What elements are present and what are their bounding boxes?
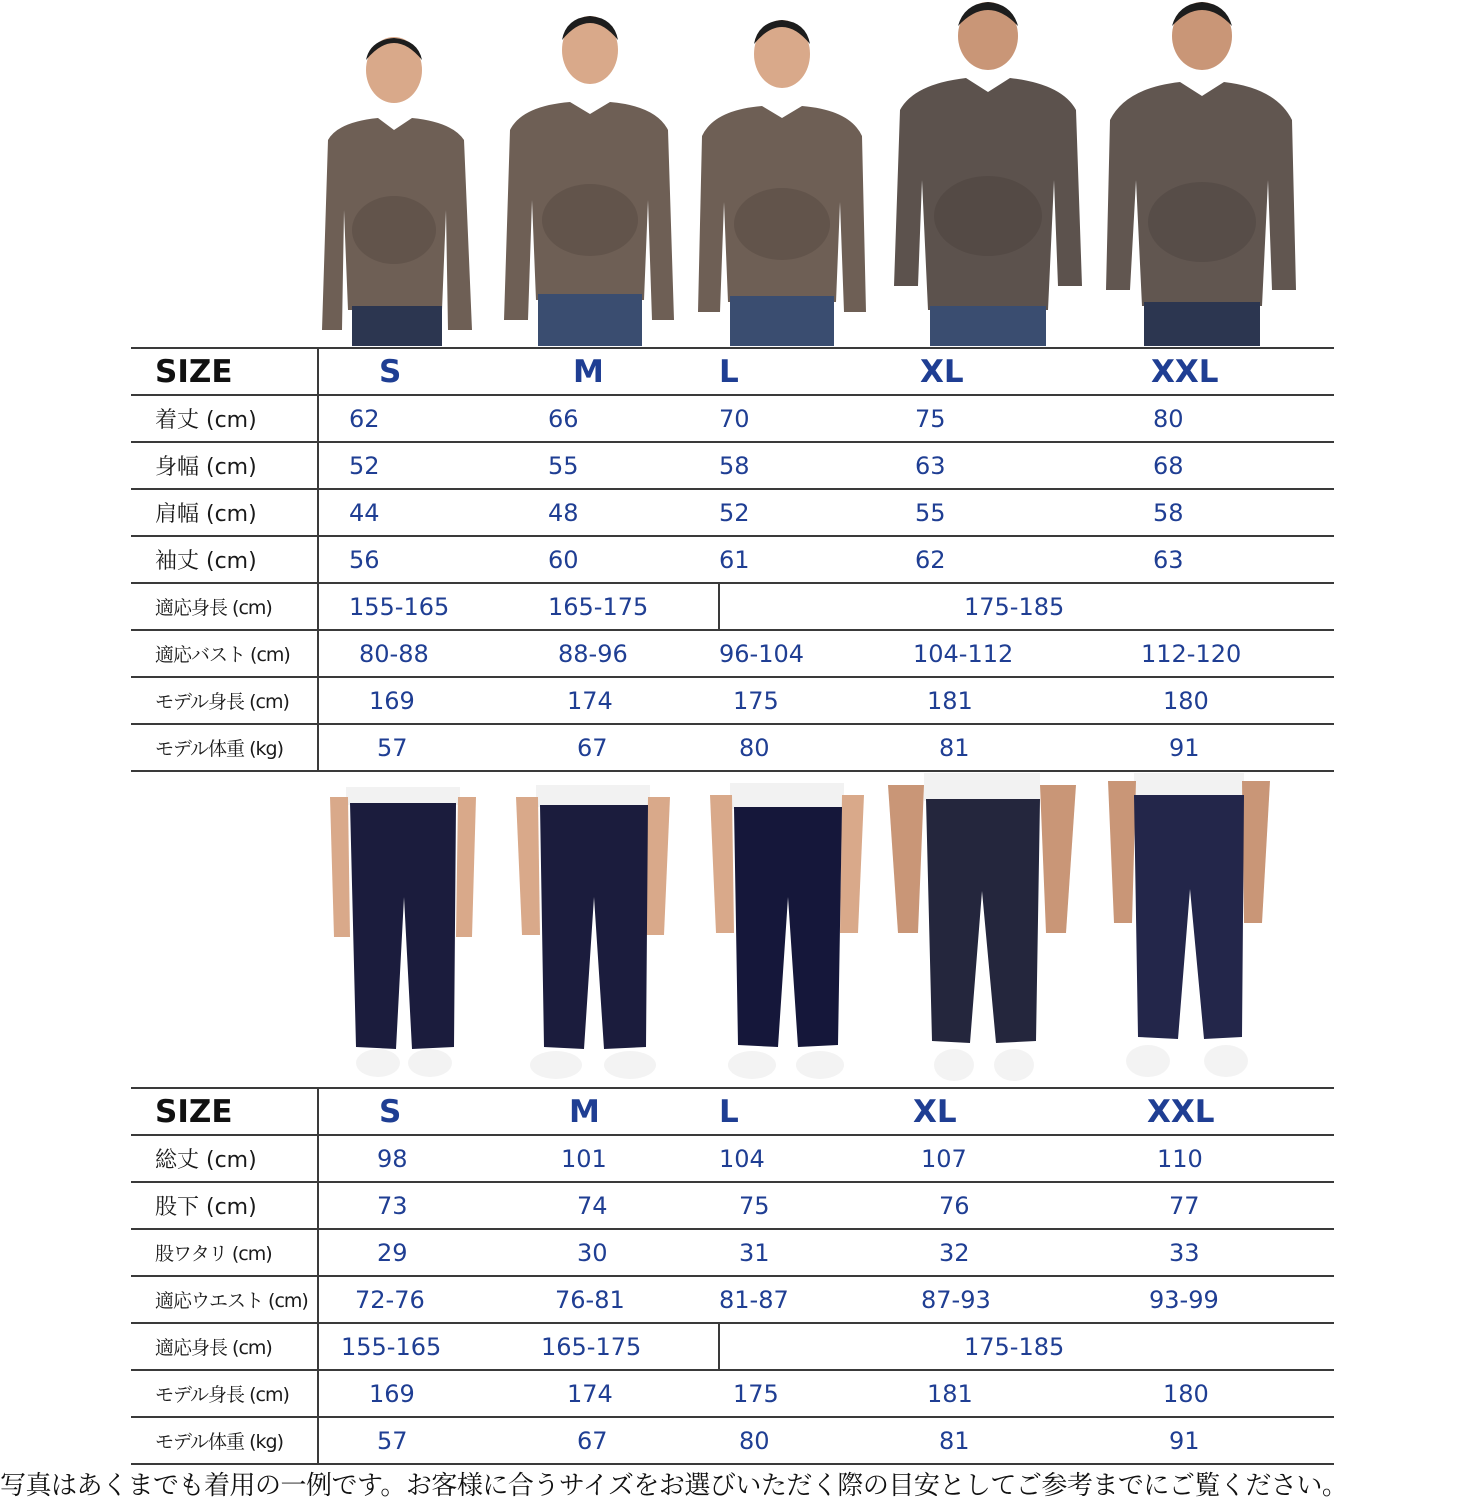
row-label: 適応ウエスト (cm) — [131, 1276, 318, 1323]
table-row — [131, 677, 1334, 724]
hoodie-model-xxl-photo — [1104, 0, 1298, 346]
cell: 88-96 — [463, 630, 719, 677]
cell: 81 — [865, 724, 1121, 771]
cell: 91 — [1121, 724, 1334, 771]
table-row — [131, 489, 1334, 536]
cell: 77 — [1121, 1182, 1334, 1229]
hoodie-model-l-photo — [694, 12, 870, 346]
cell: 174 — [463, 677, 719, 724]
cell: 44 — [318, 489, 463, 536]
row-label: 股下 (cm) — [131, 1182, 318, 1229]
row-label: 適応身長 (cm) — [131, 583, 318, 630]
hoodie-size-s: S — [318, 348, 463, 395]
cell: 63 — [865, 442, 1121, 489]
cell: 155-165 — [318, 1323, 463, 1370]
cell: 96-104 — [719, 630, 865, 677]
row-label: モデル体重 (kg) — [131, 1417, 318, 1464]
cell: 180 — [1121, 1370, 1334, 1417]
cell: 80 — [719, 724, 865, 771]
cell: 175 — [719, 1370, 865, 1417]
pants-size-header-label: SIZE — [131, 1088, 318, 1135]
pants-size-header-row — [131, 1088, 1334, 1135]
pants-model-l-photo — [706, 783, 868, 1085]
cell: 112-120 — [1121, 630, 1334, 677]
pants-size-table-body — [131, 1134, 1334, 1465]
cell: 72-76 — [318, 1276, 463, 1323]
pants-model-xxl-photo — [1104, 773, 1272, 1085]
hoodie-model-m-photo — [500, 10, 676, 346]
table-row — [131, 1229, 1334, 1276]
table-row — [131, 442, 1334, 489]
hoodie-size-table-body — [131, 394, 1334, 772]
cell: 93-99 — [1121, 1276, 1334, 1323]
hoodie-size-header-label: SIZE — [131, 348, 318, 395]
cell: 62 — [318, 395, 463, 442]
cell-merged: 175-185 — [719, 583, 1334, 630]
cell: 67 — [463, 724, 719, 771]
row-label: モデル身長 (cm) — [131, 677, 318, 724]
cell: 70 — [719, 395, 865, 442]
cell: 68 — [1121, 442, 1334, 489]
cell: 180 — [1121, 677, 1334, 724]
cell: 61 — [719, 536, 865, 583]
row-label: 肩幅 (cm) — [131, 489, 318, 536]
table-row — [131, 630, 1334, 677]
row-label: 適応バスト (cm) — [131, 630, 318, 677]
cell: 75 — [719, 1182, 865, 1229]
cell: 33 — [1121, 1229, 1334, 1276]
cell: 74 — [463, 1182, 719, 1229]
cell: 32 — [865, 1229, 1121, 1276]
cell: 87-93 — [865, 1276, 1121, 1323]
table-row — [131, 1370, 1334, 1417]
cell: 80-88 — [318, 630, 463, 677]
pants-size-rows — [131, 1134, 1334, 1465]
cell: 165-175 — [463, 1323, 719, 1370]
cell-merged: 175-185 — [719, 1323, 1334, 1370]
hoodie-model-s-photo — [318, 30, 478, 346]
cell: 81-87 — [719, 1276, 865, 1323]
row-label: 股ワタリ (cm) — [131, 1229, 318, 1276]
table-row — [131, 536, 1334, 583]
cell: 57 — [318, 1417, 463, 1464]
pants-size-table — [131, 1087, 1334, 1136]
cell: 30 — [463, 1229, 719, 1276]
disclaimer-note: 写真はあくまでも着用の一例です。お客様に合うサイズをお選びいただく際の目安としてご参考までにご覧ください。 — [0, 1471, 1348, 1501]
row-label: 着丈 (cm) — [131, 395, 318, 442]
row-label: 総丈 (cm) — [131, 1135, 318, 1182]
table-row — [131, 1182, 1334, 1229]
cell: 60 — [463, 536, 719, 583]
pants-model-s-photo — [326, 787, 480, 1087]
cell: 55 — [463, 442, 719, 489]
cell: 76-81 — [463, 1276, 719, 1323]
cell: 29 — [318, 1229, 463, 1276]
cell: 58 — [719, 442, 865, 489]
cell: 91 — [1121, 1417, 1334, 1464]
cell: 80 — [719, 1417, 865, 1464]
cell: 155-165 — [318, 583, 463, 630]
pants-size-xxl: XXL — [1121, 1088, 1334, 1135]
cell: 52 — [719, 489, 865, 536]
table-row — [131, 583, 1334, 630]
table-row — [131, 1135, 1334, 1182]
cell: 104 — [719, 1135, 865, 1182]
cell: 80 — [1121, 395, 1334, 442]
pants-size-s: S — [318, 1088, 463, 1135]
table-row — [131, 1276, 1334, 1323]
hoodie-size-m: M — [463, 348, 719, 395]
cell: 55 — [865, 489, 1121, 536]
cell: 31 — [719, 1229, 865, 1276]
hoodie-size-table — [131, 347, 1334, 396]
row-label: 袖丈 (cm) — [131, 536, 318, 583]
row-label: 身幅 (cm) — [131, 442, 318, 489]
table-row — [131, 724, 1334, 771]
hoodie-size-rows — [131, 394, 1334, 772]
hoodie-model-xl-photo — [892, 0, 1084, 346]
cell: 101 — [463, 1135, 719, 1182]
row-label: モデル体重 (kg) — [131, 724, 318, 771]
cell: 181 — [865, 677, 1121, 724]
cell: 107 — [865, 1135, 1121, 1182]
cell: 165-175 — [463, 583, 719, 630]
table-row — [131, 395, 1334, 442]
hoodie-model-photos — [0, 0, 1465, 346]
cell: 81 — [865, 1417, 1121, 1464]
cell: 181 — [865, 1370, 1121, 1417]
table-row — [131, 1417, 1334, 1464]
cell: 57 — [318, 724, 463, 771]
pants-model-m-photo — [512, 785, 674, 1085]
cell: 98 — [318, 1135, 463, 1182]
cell: 56 — [318, 536, 463, 583]
pants-size-m: M — [463, 1088, 719, 1135]
cell: 174 — [463, 1370, 719, 1417]
hoodie-size-header-row — [131, 348, 1334, 395]
table-row — [131, 1323, 1334, 1370]
pants-size-xl: XL — [865, 1088, 1121, 1135]
row-label: 適応身長 (cm) — [131, 1323, 318, 1370]
cell: 66 — [463, 395, 719, 442]
cell: 48 — [463, 489, 719, 536]
pants-model-photos — [0, 773, 1465, 1086]
hoodie-size-xxl: XXL — [1121, 348, 1334, 395]
hoodie-size-xl: XL — [865, 348, 1121, 395]
cell: 73 — [318, 1182, 463, 1229]
cell: 62 — [865, 536, 1121, 583]
cell: 75 — [865, 395, 1121, 442]
cell: 175 — [719, 677, 865, 724]
cell: 52 — [318, 442, 463, 489]
cell: 76 — [865, 1182, 1121, 1229]
cell: 169 — [318, 677, 463, 724]
cell: 63 — [1121, 536, 1334, 583]
row-label: モデル身長 (cm) — [131, 1370, 318, 1417]
cell: 104-112 — [865, 630, 1121, 677]
pants-model-xl-photo — [884, 773, 1080, 1085]
cell: 169 — [318, 1370, 463, 1417]
cell: 110 — [1121, 1135, 1334, 1182]
hoodie-size-l: L — [719, 348, 865, 395]
cell: 58 — [1121, 489, 1334, 536]
pants-size-l: L — [719, 1088, 865, 1135]
cell: 67 — [463, 1417, 719, 1464]
